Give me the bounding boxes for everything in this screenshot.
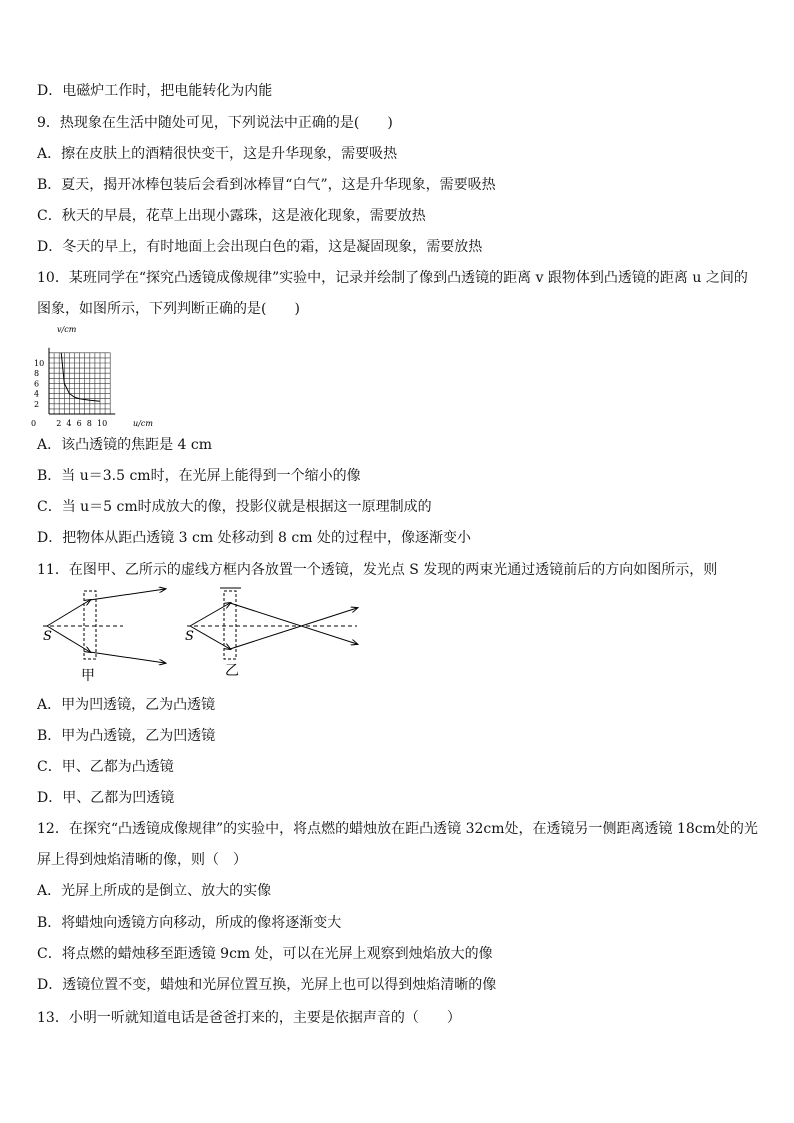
y-tick-label: 2 — [34, 399, 40, 409]
graph-grid — [49, 353, 110, 414]
option-d-electromagnetic: D．电磁炉工作时，把电能转化为内能 — [37, 83, 273, 99]
q12-option-d: D．透镜位置不变，蜡烛和光屏位置互换，光屏上也可以得到烛焰清晰的像 — [37, 977, 497, 993]
y-tick-label: 8 — [34, 369, 40, 379]
x-tick-label: 8 — [86, 419, 92, 428]
q9-option-b: B．夏天，揭开冰棒包装后会看到冰棒冒“白气”，这是升华现象，需要吸热 — [37, 177, 496, 193]
question-10: 10．某班同学在“探究凸透镜成像规律”实验中，记录并绘制了像到凸透镜的距离 v 跟物体到凸透镜的距离 u 之间的图象，如图所示，下列判断正确的是( ) — [37, 270, 748, 317]
point-s-jia: S — [43, 629, 52, 644]
ray-yi-bot-out — [230, 608, 357, 649]
caption-jia: 甲 — [81, 668, 95, 684]
graph-y-ticks — [34, 359, 44, 409]
graph-origin: 0 — [31, 419, 37, 428]
q11-option-d: D．甲、乙都为凹透镜 — [37, 790, 175, 806]
question-11: 11．在图甲、乙所示的虚线方框内各放置一个透镜，发光点 S 发现的两束光通过透镜前后的方向如图所示，则 — [37, 562, 718, 578]
graph-y-label: v/cm — [57, 325, 77, 334]
lens-diagram — [35, 585, 365, 690]
x-tick-label: 6 — [76, 419, 82, 428]
ray-jia-top-out — [90, 589, 165, 600]
q10-option-c: C．当 u＝5 cm时成放大的像，投影仪就是根据这一原理制成的 — [37, 499, 432, 515]
q10-option-a: A．该凸透镜的焦距是 4 cm — [37, 437, 213, 453]
y-tick-label: 10 — [34, 359, 45, 368]
caption-yi: 乙 — [225, 663, 239, 679]
ray-yi-top-out — [230, 603, 357, 644]
graph-curve — [61, 353, 100, 401]
q9-option-c: C．秋天的早晨，花草上出现小露珠，这是液化现象，需要放热 — [37, 208, 426, 224]
x-tick-label: 4 — [66, 419, 72, 428]
question-9: 9．热现象在生活中随处可见，下列说法中正确的是( ) — [37, 115, 393, 131]
q11-option-b: B．甲为凸透镜，乙为凹透镜 — [37, 728, 216, 744]
q11-option-a: A．甲为凹透镜，乙为凸透镜 — [37, 697, 216, 713]
q9-option-d: D．冬天的早上，有时地面上会出现白色的霜，这是凝固现象，需要放热 — [37, 239, 483, 255]
q10-option-d: D．把物体从距凸透镜 3 cm 处移动到 8 cm 处的过程中，像逐渐变小 — [37, 530, 471, 546]
q9-option-a: A．擦在皮肤上的酒精很快变干，这是升华现象，需要吸热 — [37, 146, 398, 162]
lens-box-jia — [84, 591, 96, 659]
graph-x-ticks — [56, 419, 107, 428]
q10-option-b: B．当 u＝3.5 cm时，在光屏上能得到一个缩小的像 — [37, 468, 361, 484]
y-tick-label: 4 — [34, 389, 40, 399]
q12-option-c: C．将点燃的蜡烛移至距透镜 9cm 处，可以在光屏上观察到烛焰放大的像 — [37, 946, 493, 962]
y-tick-label: 6 — [34, 379, 40, 389]
question-13: 13．小明一听就知道电话是爸爸打来的，主要是依据声音的（ ） — [37, 1010, 461, 1026]
x-tick-label: 10 — [97, 419, 108, 428]
ray-jia-bot-out — [90, 652, 165, 663]
x-tick-label: 2 — [56, 419, 62, 428]
v-u-graph — [30, 323, 160, 431]
q12-option-a: A．光屏上所成的是倒立、放大的实像 — [37, 883, 272, 899]
question-12: 12．在探究“凸透镜成像规律”的实验中，将点燃的蜡烛放在距凸透镜 32cm处，在透镜另一侧距离透镜 18cm处的光屏上得到烛焰清晰的像，则（ ） — [37, 821, 758, 868]
q12-option-b: B．将蜡烛向透镜方向移动，所成的像将逐渐变大 — [37, 915, 342, 931]
graph-x-label: u/cm — [133, 419, 153, 428]
point-s-yi: S — [185, 629, 194, 644]
q11-option-c: C．甲、乙都为凸透镜 — [37, 759, 174, 775]
